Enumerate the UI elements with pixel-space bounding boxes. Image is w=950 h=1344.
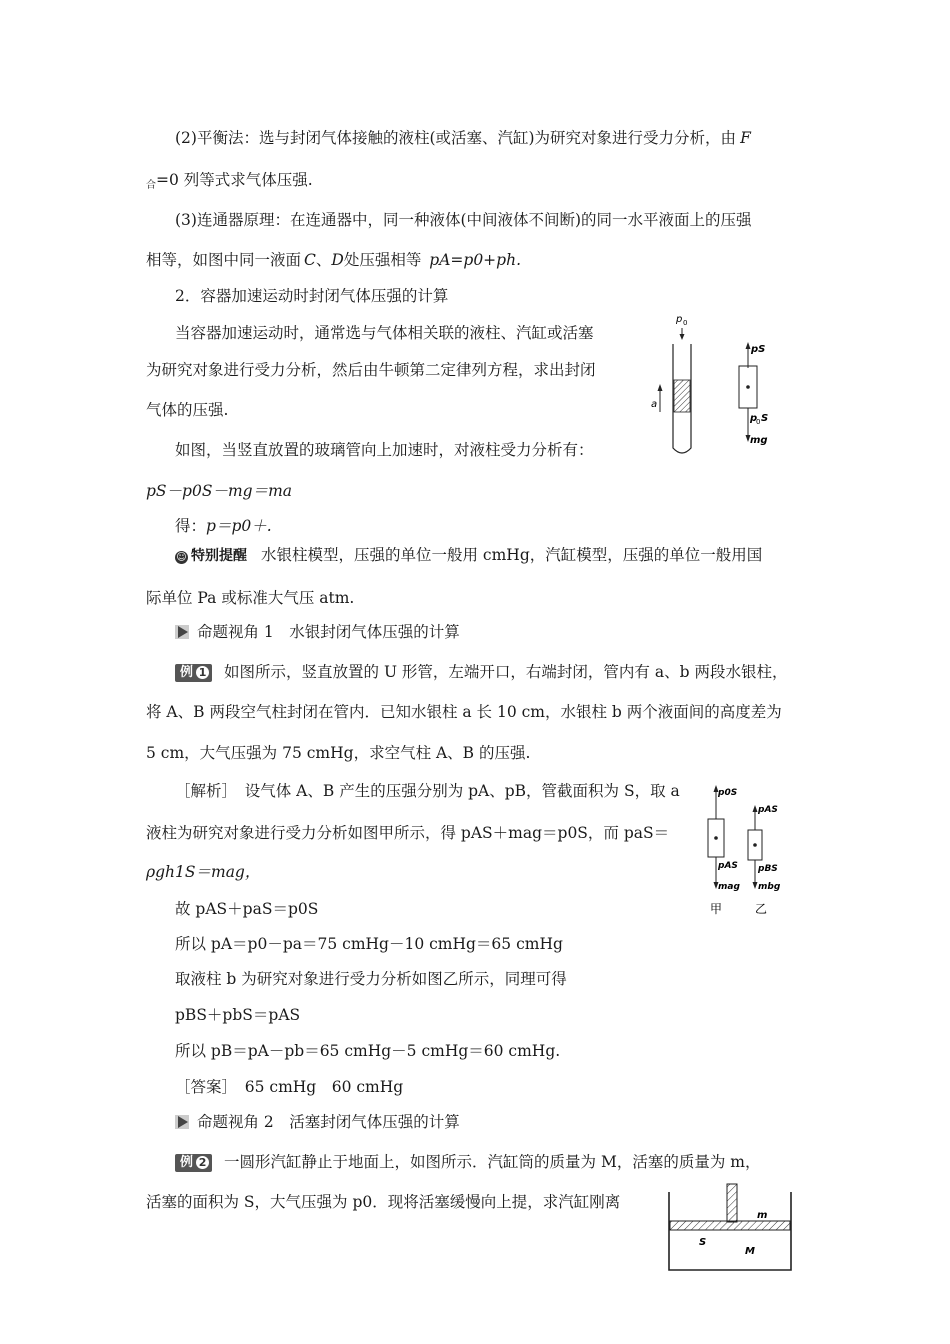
example-1: 例 1 如图所示，竖直放置的 U 形管，左端开口，右端封闭，管内有 a、b 两段水银柱，: [175, 662, 787, 682]
yi-top-label: pAS: [758, 805, 778, 815]
jia-bottom2-label: mag: [718, 882, 740, 892]
yi-bottom2-label: mbg: [758, 882, 781, 892]
label-p0S-p: p: [750, 413, 758, 424]
text-line: 相等，如图中同一液面 C、D处压强相等 pA=p0+ph.: [146, 251, 522, 269]
play-icon: [175, 1115, 189, 1129]
force-figure-jia-yi: [700, 775, 800, 920]
jia-top-label: p0S: [718, 788, 738, 798]
smile-icon: ☺: [176, 552, 187, 563]
answer-line: ［答案］ 65 cmHg 60 cmHg: [175, 1078, 404, 1096]
text-line: (3)连通器原理：在连通器中，同一种液体(中间液体不间断)的同一水平液面上的压强: [175, 211, 752, 229]
solution-line: 所以 pB＝pA－pb＝65 cmHg－5 cmHg＝60 cmHg.: [175, 1042, 561, 1060]
label-p0S-sub: 0: [756, 418, 761, 426]
equation: pS－p0S－mg＝ma: [146, 482, 293, 500]
text-line: 将 A、B 两段空气柱封闭在管内．已知水银柱 a 长 10 cm，水银柱 b 两个液面间的高度差为: [146, 703, 782, 721]
tube-figure: [640, 310, 780, 460]
solution-line: pBS＋pbS＝pAS: [175, 1006, 301, 1024]
text-line: 气体的压强.: [146, 401, 229, 419]
solution-line: ［解析］ 设气体 A、B 产生的压强分别为 pA、pB，管截面积为 S，取 a: [175, 782, 680, 800]
section-heading: 2．容器加速运动时封闭气体压强的计算: [175, 287, 449, 305]
text-line: 为研究对象进行受力分析，然后由牛顿第二定律列方程，求出封闭: [146, 361, 596, 379]
cylinder-figure: [665, 1178, 797, 1276]
reminder: ☺ 特别提醒 水银柱模型，压强的单位一般用 cmHg，汽缸模型，压强的单位一般用国: [176, 546, 763, 564]
jia-caption: 甲: [710, 902, 723, 916]
reminder-label: ☺ 特别提醒: [176, 548, 247, 564]
view-heading-1: 命题视角 1 水银封闭气体压强的计算: [175, 622, 460, 642]
solution-line: 所以 pA＝p0－pa＝75 cmHg－10 cmHg＝65 cmHg: [175, 935, 563, 953]
solution-line: 液柱为研究对象进行受力分析如图甲所示，得 pAS＋mag＝p0S，而 paS＝: [146, 824, 670, 842]
yi-bottom1-label: pBS: [758, 864, 778, 874]
example-2: 例 2 一圆形汽缸静止于地面上，如图所示．汽缸筒的质量为 M，活塞的质量为 m，: [175, 1152, 760, 1172]
label-p0-sub: 0: [683, 319, 688, 327]
label-p0S-S: S: [761, 413, 769, 424]
formula: pA=p0+ph.: [429, 251, 522, 269]
label-S: S: [699, 1237, 707, 1248]
label-M: M: [745, 1246, 755, 1257]
label-a: a: [651, 399, 658, 410]
label-mg: mg: [750, 435, 768, 446]
view-heading-2: 命题视角 2 活塞封闭气体压强的计算: [175, 1112, 460, 1132]
example-badge: 例 2: [175, 1154, 212, 1172]
solution-line: 取液柱 b 为研究对象进行受力分析如图乙所示，同理可得: [175, 970, 567, 988]
label-pS: pS: [751, 344, 766, 355]
text-line: 活塞的面积为 S，大气压强为 p0．现将活塞缓慢向上提，求汽缸刚离: [146, 1193, 621, 1211]
label-m: m: [757, 1210, 768, 1221]
text-line: $_合$=0 列等式求气体压强.: [146, 171, 313, 191]
example-badge: 例 1: [175, 664, 212, 682]
equation: 得：p＝p0＋.: [175, 517, 272, 535]
solution-line: ρgh1S＝mag，: [146, 863, 261, 881]
text-line: 5 cm，大气压强为 75 cmHg，求空气柱 A、B 的压强.: [146, 744, 531, 762]
play-icon: [175, 625, 189, 639]
jia-bottom1-label: pAS: [718, 861, 738, 871]
text-line: (2)平衡法：选与封闭气体接触的液柱(或活塞、汽缸)为研究对象进行受力分析，由 F: [175, 129, 751, 147]
text-line: 如图，当竖直放置的玻璃管向上加速时，对液柱受力分析有：: [175, 441, 594, 459]
yi-caption: 乙: [755, 902, 768, 916]
text-line: 当容器加速运动时，通常选与气体相关联的液柱、汽缸或活塞: [175, 324, 594, 342]
text-line: 际单位 Pa 或标准大气压 atm.: [146, 589, 355, 607]
label-p0: p: [676, 314, 683, 325]
solution-line: 故 pAS＋paS＝p0S: [175, 900, 319, 918]
